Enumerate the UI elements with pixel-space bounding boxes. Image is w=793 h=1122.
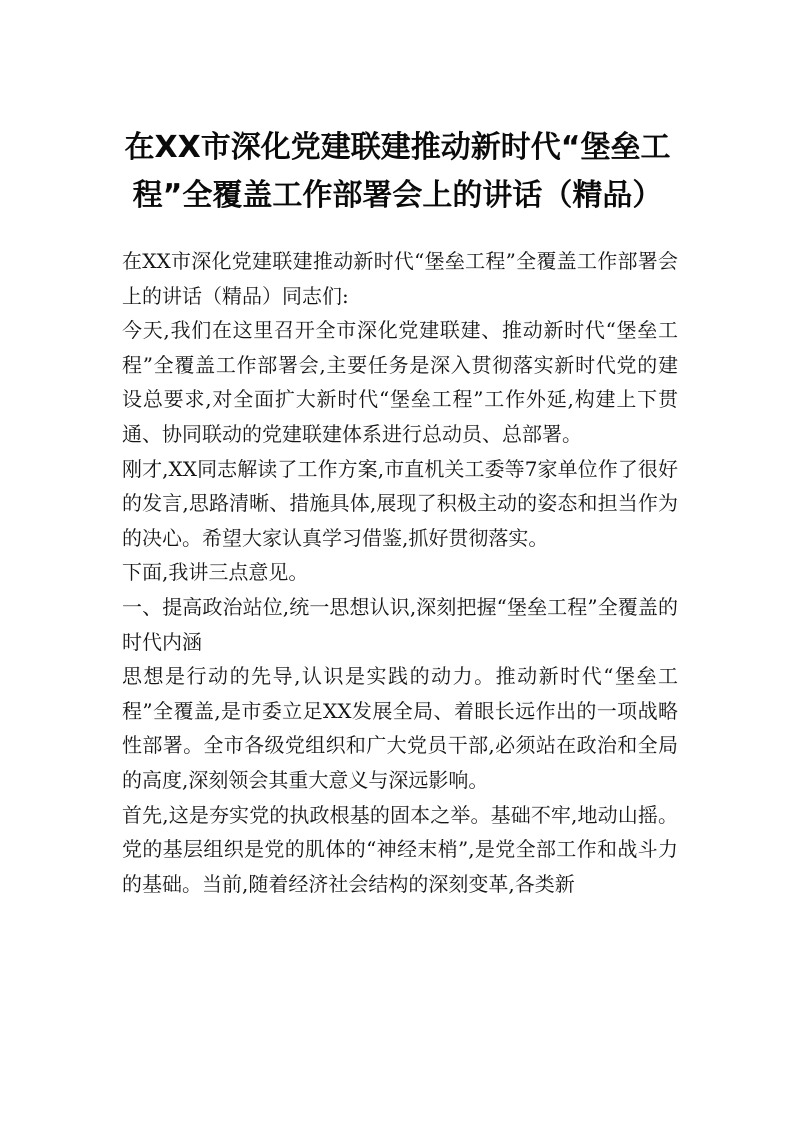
section-heading-one: 一、提高政治站位,统一思想认识,深刻把握“堡垒工程”全覆盖的时代内涵 xyxy=(122,594,678,654)
paragraph-transition: 下面,我讲三点意见。 xyxy=(122,560,309,585)
paragraph-meeting-purpose: 今天,我们在这里召开全市深化党建联建、推动新时代“堡垒工程”全覆盖工作部署会,主要任务是深入贯彻落实新时代党的建设总要求,对全面扩大新时代“堡垒工程”工作外延,构建上下贯通、协同联动的党建联建体系进行总动员、总部署。 xyxy=(122,318,678,446)
paragraph-thinking: 思想是行动的先导,认识是实践的动力。推动新时代“堡垒工程”全覆盖,是市委立足XX发展全局、着眼长远作出的一项战略性部署。全市各级党组织和广大党员干部,必须站在政治和全局的高度,深刻领会其重大意义与深远影响。 xyxy=(122,664,678,792)
document-title: 在XX市深化党建联建推动新时代“堡垒工程”全覆盖工作部署会上的讲话（精品） xyxy=(124,130,671,213)
document-body xyxy=(122,244,678,901)
paragraph-intro: 在XX市深化党建联建推动新时代“堡垒工程”全覆盖工作部署会上的讲话（精品）同志们: xyxy=(122,249,678,308)
paragraph-first-point: 首先,这是夯实党的执政根基的固本之举。基础不牢,地动山摇。党的基层组织是党的肌体的“神经末梢”,是党全部工作和战斗力的基础。当前,随着经济社会结构的深刻变革,各类新 xyxy=(122,802,678,896)
paragraph-speeches-review: 刚才,XX同志解读了工作方案,市直机关工委等7家单位作了很好的发言,思路清晰、措施具体,展现了积极主动的姿态和担当作为的决心。希望大家认真学习借鉴,抓好贯彻落实。 xyxy=(122,456,678,550)
